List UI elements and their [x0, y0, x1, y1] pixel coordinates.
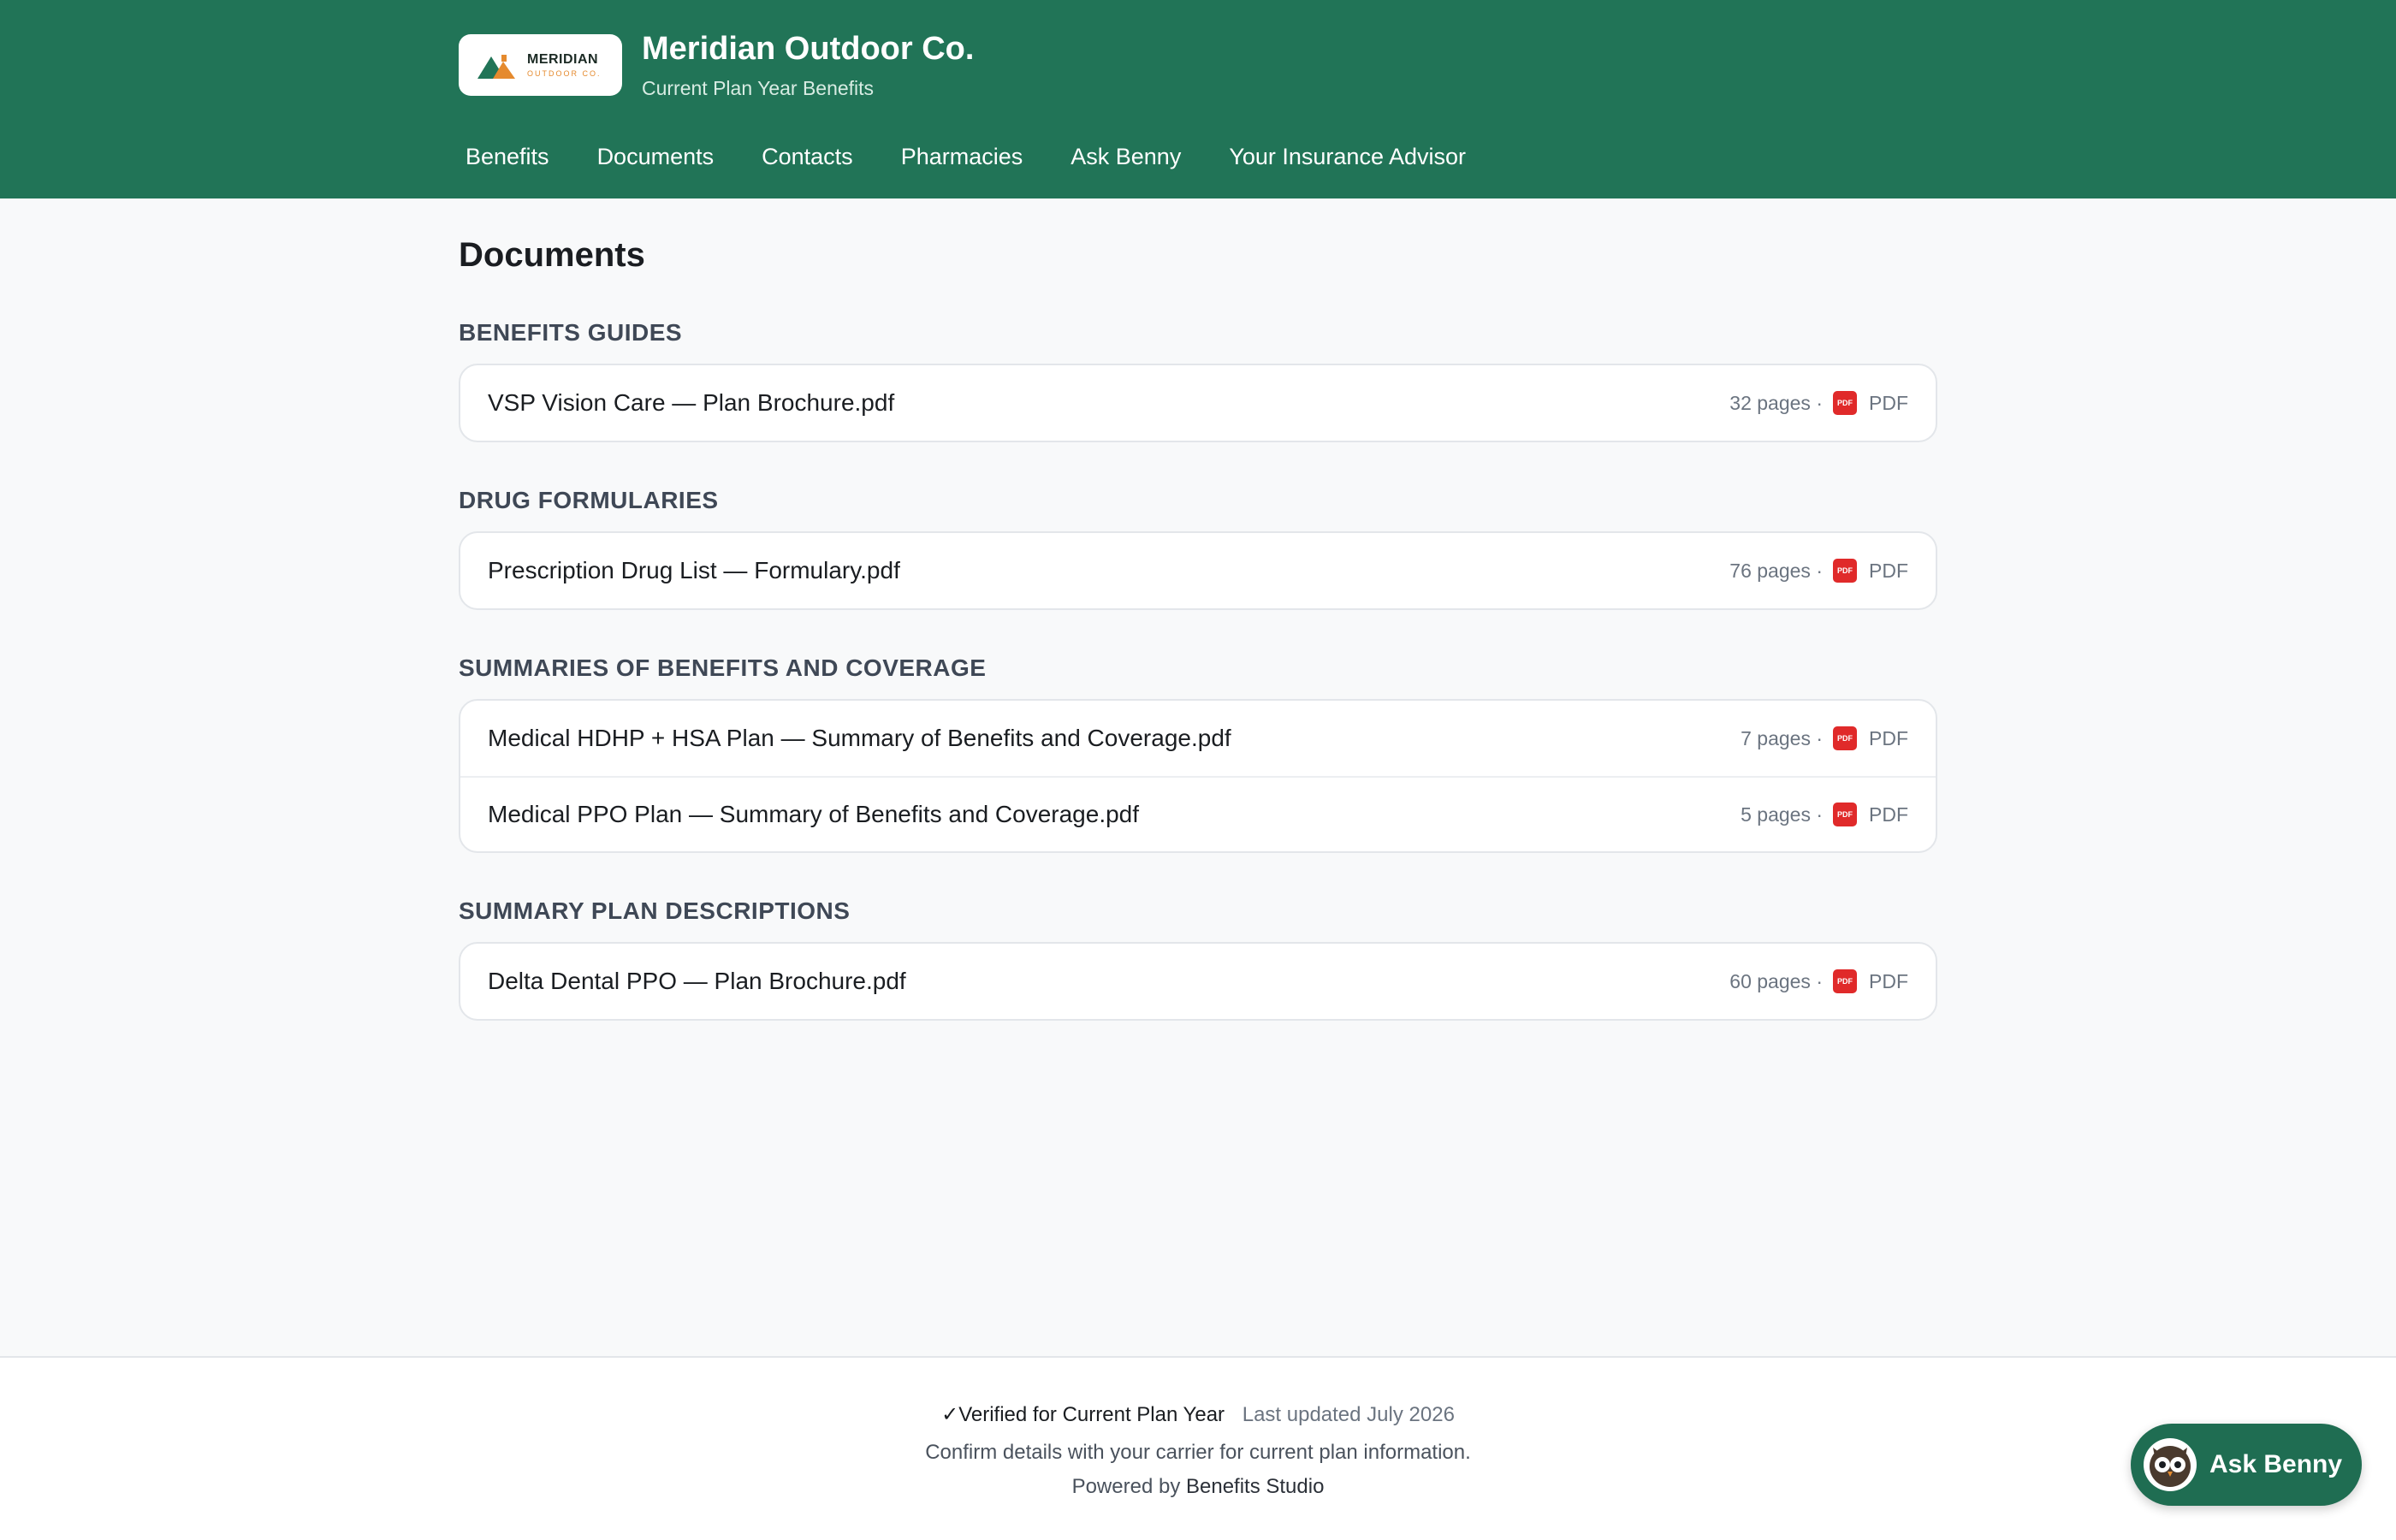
ask-benny-label: Ask Benny	[2209, 1450, 2343, 1478]
document-meta	[1729, 391, 1908, 415]
nav-pharmacies[interactable]: Pharmacies	[900, 144, 1023, 169]
pdf-icon: PDF	[1833, 969, 1857, 993]
document-list	[459, 364, 1937, 442]
last-updated: Last updated July 2026	[1242, 1403, 1455, 1426]
owl-avatar-icon	[2143, 1437, 2197, 1492]
site-footer	[0, 1356, 2396, 1540]
document-row[interactable]	[460, 776, 1936, 851]
company-subtitle: Current Plan Year Benefits	[642, 77, 875, 99]
section-title: DRUG FORMULARIES	[459, 487, 719, 513]
powered-by	[0, 1475, 2396, 1499]
document-row[interactable]	[460, 944, 1936, 1019]
document-list	[459, 531, 1937, 610]
document-list	[459, 942, 1937, 1021]
page-count: 32 pages ·	[1729, 391, 1823, 414]
nav-insurance-advisor[interactable]: Your Insurance Advisor	[1229, 144, 1466, 169]
page-count: 5 pages ·	[1741, 803, 1823, 826]
pdf-icon: PDF	[1833, 391, 1857, 415]
page-count: 60 pages ·	[1729, 969, 1823, 992]
document-name: Delta Dental PPO — Plan Brochure.pdf	[488, 968, 906, 994]
nav-ask-benny[interactable]: Ask Benny	[1070, 144, 1182, 169]
document-meta	[1729, 559, 1908, 583]
document-row[interactable]	[460, 365, 1936, 441]
pdf-icon: PDF	[1833, 726, 1857, 750]
nav-benefits[interactable]: Benefits	[466, 144, 549, 169]
document-meta	[1741, 803, 1908, 826]
documents-main	[459, 236, 1937, 1065]
logo-word: MERIDIAN	[527, 51, 599, 67]
section-title: SUMMARY PLAN DESCRIPTIONS	[459, 897, 851, 924]
confirm-note: Confirm details with your carrier for current plan information.	[925, 1441, 1471, 1464]
document-name: VSP Vision Care — Plan Brochure.pdf	[488, 389, 895, 416]
document-row[interactable]	[460, 701, 1936, 776]
powered-prefix: Powered by	[1071, 1475, 1186, 1498]
page-count: 7 pages ·	[1741, 726, 1823, 749]
nav-documents[interactable]: Documents	[596, 144, 715, 169]
ask-benny-button[interactable]	[2131, 1424, 2362, 1506]
pdf-icon: PDF	[1833, 559, 1857, 583]
section-title: BENEFITS GUIDES	[459, 319, 683, 346]
file-type: PDF	[1869, 391, 1908, 414]
file-type: PDF	[1869, 726, 1908, 749]
nav-contacts[interactable]: Contacts	[762, 144, 853, 169]
page-count: 76 pages ·	[1729, 559, 1823, 582]
file-type: PDF	[1869, 969, 1908, 992]
document-meta	[1741, 726, 1908, 750]
document-list	[459, 699, 1937, 853]
main-nav	[466, 144, 1466, 170]
mountain-logo-icon	[476, 50, 519, 80]
company-name: Meridian Outdoor Co.	[642, 31, 975, 67]
document-name: Medical PPO Plan — Summary of Benefits and Coverage.pdf	[488, 801, 1140, 827]
verified-label: ✓Verified for Current Plan Year	[941, 1403, 1225, 1426]
powered-brand-link[interactable]: Benefits Studio	[1185, 1475, 1325, 1498]
file-type: PDF	[1869, 559, 1908, 582]
section-title: SUMMARIES OF BENEFITS AND COVERAGE	[459, 654, 987, 681]
logo-subword: OUTDOOR CO.	[527, 68, 602, 78]
document-meta	[1729, 969, 1908, 993]
document-row[interactable]	[460, 533, 1936, 608]
verification-line	[0, 1402, 2396, 1427]
document-name: Prescription Drug List — Formulary.pdf	[488, 557, 900, 583]
document-name: Medical HDHP + HSA Plan — Summary of Benefits and Coverage.pdf	[488, 725, 1231, 751]
company-logo[interactable]	[459, 34, 622, 96]
page-title: Documents	[459, 236, 645, 274]
pdf-icon: PDF	[1833, 803, 1857, 826]
file-type: PDF	[1869, 803, 1908, 826]
